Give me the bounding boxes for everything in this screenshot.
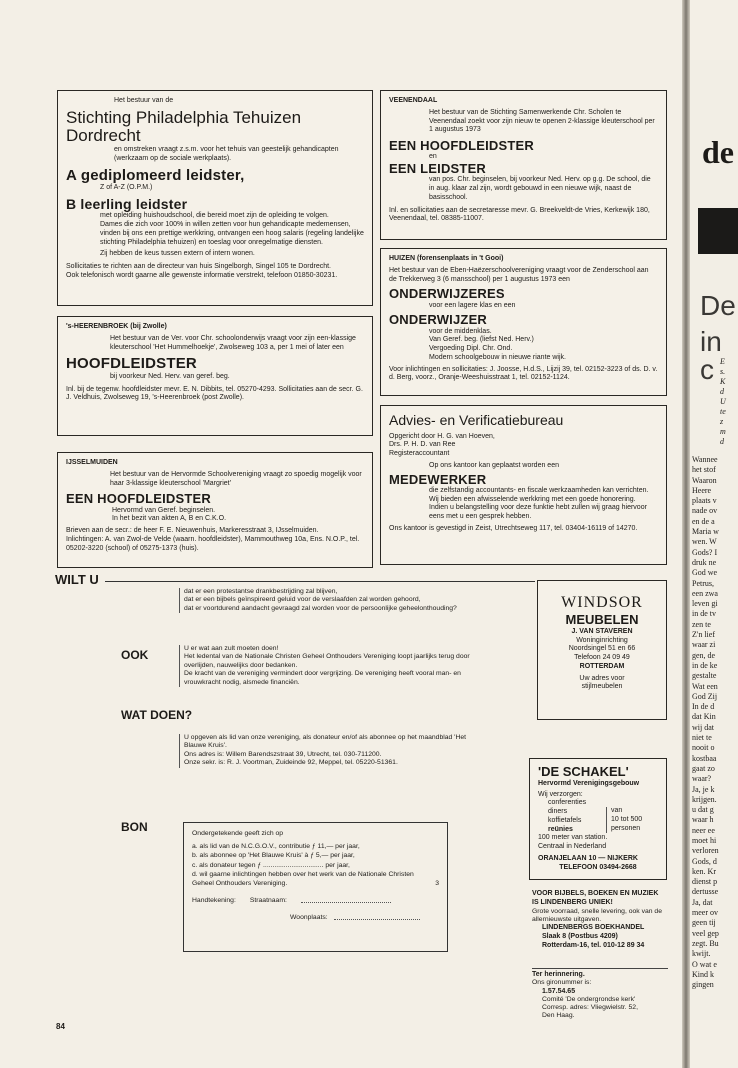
facing-body-line: Heere — [692, 485, 712, 495]
ad-windsor — [537, 580, 667, 720]
ook-text — [179, 645, 479, 687]
facing-body-line: dertusse — [692, 887, 719, 897]
ad-org-name: Stichting Philadelphia Tehuizen Dordrecht — [66, 107, 302, 146]
lindenberg-body: Grote voorraad, snelle levering, ook van de allernieuwste uitgaven. — [532, 907, 662, 923]
facing-body-line: waar h — [692, 815, 714, 825]
facing-body-line: het stof — [692, 465, 716, 475]
ad-line: Registeraccountant — [389, 450, 450, 457]
facing-body-line: en de a — [692, 516, 715, 526]
ad-huizen — [380, 248, 667, 396]
ad-position-b: B leerling leidster — [66, 195, 188, 212]
ad-line: Opgericht door H. G. van Hoeven, — [389, 432, 495, 440]
street-field[interactable] — [301, 896, 391, 903]
ad-sub: Van Geref. beg. (liefst Ned. Herv.) — [429, 336, 534, 344]
facing-body-line: meer ov — [692, 908, 718, 918]
facing-body-line: kwijt. — [692, 949, 711, 959]
watdoen-line: U opgeven als lid van onze vereniging, als donateur en/of als abonnee op het maandblad 'Het Blauwe Kruis'. — [184, 734, 467, 750]
ook-line: De kracht van de vereniging vermindert door vergrijzing. De vereniging heeft vooral man- en vrouwkracht nodig, alsmede financiën. — [184, 670, 461, 686]
coupon-number: 3 — [435, 879, 439, 887]
herinnering-line: Ons gironummer is: — [532, 979, 592, 987]
ad-veenendaal — [380, 90, 667, 240]
windsor-line: stijlmeubelen — [581, 683, 623, 691]
facing-body-line: neer ee — [692, 825, 715, 835]
windsor-line: Woninginrichting — [576, 636, 628, 644]
facing-body-line: gestalte — [692, 671, 717, 681]
ad-title: ONDERWIJZERES — [389, 286, 505, 302]
facing-body-line: waar zi — [692, 640, 716, 650]
watdoen-text — [179, 734, 479, 768]
schakel-item: diners — [548, 808, 568, 816]
wiltu-rule — [105, 581, 535, 582]
ad-title: Advies- en Verificatiebureau — [389, 412, 564, 428]
schakel-phone: TELEFOON 03494-2668 — [559, 863, 637, 871]
schakel-item: koffietafels — [548, 816, 582, 824]
ad-footer: Inl. en sollicitaties aan de secretaresse mevr. G. Breekveldt-de Vries, Kerkewijk 180, Veenendaal, tel. 08385-11007. — [389, 206, 650, 223]
coupon-option-b[interactable]: b. als abonnee op 'Het Blauwe Kruis' à ƒ 5,— per jaar, — [192, 852, 355, 860]
facing-body-line: in de ke — [692, 660, 718, 670]
page-number: 84 — [56, 1022, 65, 1031]
facing-intro-line: te — [720, 407, 726, 416]
ad-footer: Brieven aan de secr.: de heer F. E. Nieuwenhuis, Markeresstraat 3, IJsselmuiden. — [66, 527, 319, 535]
coupon-option-a[interactable]: a. als lid van de N.C.G.O.V., contributie ƒ 11,— per jaar, — [192, 843, 360, 851]
facing-body-line: dienst p — [692, 877, 718, 887]
facing-intro-line: s. — [720, 367, 726, 376]
ad-job-title: MEDEWERKER — [389, 471, 487, 487]
schakel-item: conferenties — [548, 799, 587, 807]
facing-body-line: in de tv — [692, 609, 716, 619]
facing-body-line: Wannee — [692, 455, 718, 464]
ad-sub: van pos. Chr. beginselen, bij voorkeur Ned. Herv. op g.g. De school, die in aug. klaar zal zijn, wordt gebouwd in een nieuwe wijk, naast de basisschool. — [429, 176, 651, 201]
ad-body: die zelfstandig accountants- en fiscale werkzaamheden kan verrichten. — [429, 486, 649, 494]
ad-position-a-sub: Z of A-Z (O.P.M.) — [100, 184, 153, 192]
facing-body-line: Waaron — [692, 475, 717, 485]
windsor-line: Uw adres voor — [579, 674, 625, 682]
ad-en: en — [429, 153, 437, 161]
coupon-heading: Ondergetekende geeft zich op — [192, 830, 284, 837]
facing-body-line: leven gi — [692, 599, 718, 609]
facing-intro-line: K — [720, 377, 726, 386]
coupon[interactable] — [183, 822, 448, 952]
ad-body: met opleiding huishoudschool, die bereid moet zijn de opleiding te volgen. — [100, 212, 329, 220]
ook-line: Het ledental van de Nationale Christen Geheel Onthouders Vereniging loopt jaarlijks terug door overlijden, nauwelijks door bedanken. — [184, 653, 470, 669]
ad-place: 's-HEERENBROEK (bij Zwolle) — [66, 323, 167, 330]
facing-body-line: geen tij — [692, 918, 716, 928]
ad-ncgov — [55, 572, 535, 990]
schakel-sub: Hervormd Verenigingsgebouw — [538, 779, 640, 787]
facing-body-line: O wat e — [692, 959, 717, 969]
herinnering-line: Corresp. adres: Vliegwielstr. 52, — [542, 1004, 638, 1012]
ook-line: U er wat aan zult moeten doen! — [184, 645, 279, 652]
lindenberg-address: Rotterdam-16, tel. 010-12 89 34 — [542, 941, 645, 949]
schakel-range: personen — [611, 824, 641, 832]
ad-lindenberg — [532, 890, 668, 951]
lindenberg-heading: VOOR BIJBELS, BOEKEN EN MUZIEK — [532, 890, 659, 897]
ad-philadelphia — [57, 90, 373, 306]
facing-body-line: In de d — [692, 702, 715, 712]
facing-body-line: gen, de — [692, 650, 716, 660]
facing-intro-line: U — [720, 397, 726, 406]
facing-intro-line: E — [720, 357, 725, 366]
watdoen-heading: WAT DOEN? — [121, 708, 193, 722]
facing-title: De — [700, 290, 736, 321]
facing-headline: de — [702, 134, 734, 170]
watdoen-line: Onze sekr. is: R. J. Voortman, Zuideinde 92, Meppel, tel. 05220-51361. — [184, 759, 398, 767]
city-label: Woonplaats: — [290, 914, 328, 922]
schakel-item: reünies — [548, 825, 573, 833]
lindenberg-address: Slaak 8 (Postbus 4209) — [542, 933, 618, 941]
ad-sub: Vergoeding Dipl. Chr. Ond. — [429, 345, 513, 353]
facing-body-line: waar? — [692, 774, 712, 784]
ad-sub: voor de middenklas. — [429, 327, 492, 335]
watdoen-line: Ons adres is: Willem Barendszstraat 39, Utrecht, tel. 030-711200. — [184, 750, 382, 758]
facing-body-line: wen. W — [692, 537, 717, 547]
facing-intro — [720, 357, 726, 447]
facing-intro-line: z — [720, 417, 724, 426]
facing-body-line: veel gep — [692, 928, 719, 938]
ad-pre: Het bestuur van de — [114, 97, 174, 104]
facing-body-line: moet hi — [692, 835, 717, 845]
city-field[interactable] — [334, 913, 420, 920]
herinnering-giro: 1.57.54.65 — [542, 987, 576, 995]
ad-footer: Ook telefonisch wordt gaarne alle gewenste informatie verstrekt, telefoon 01850-30231. — [66, 271, 338, 279]
ad-place: HUIZEN (forensenplaats in 't Gooi) — [389, 255, 504, 262]
ad-ijsselmuiden — [57, 452, 373, 568]
ad-line: Op ons kantoor kan geplaatst worden een — [429, 461, 559, 469]
facing-body-line: niet te — [692, 733, 712, 743]
windsor-line: Telefoon 24 09 49 — [574, 654, 630, 662]
facing-body-line: plaats v — [692, 496, 717, 506]
herinnering-line: Comité 'De ondergrondse kerk' — [542, 995, 636, 1003]
ad-body: Het bestuur van de Eben-Haëzerschoolvereniging vraagt voor de Zenderschool aan de Trekkerweg 3 (6 mansschool) per 1 augustus 1973 een — [389, 266, 649, 283]
schakel-range: van — [611, 807, 623, 815]
facing-body-line: dat Kin — [692, 712, 716, 722]
ad-title: EEN HOOFDLEIDSTER — [66, 491, 211, 507]
facing-body-line: Ja, dat — [692, 897, 713, 907]
windsor-line: J. VAN STAVEREN — [571, 627, 633, 635]
ad-body: Het bestuur van de Hervormde Schoolvereniging vraagt zo spoedig mogelijk voor haar 3-klassige kleuterschool 'Margriet' — [110, 470, 362, 487]
coupon-option-c[interactable]: c. als donateur tegen ƒ ................................ per jaar, — [192, 861, 350, 869]
ad-schakel — [529, 758, 667, 880]
schakel-title: 'DE SCHAKEL' — [538, 764, 629, 779]
ad-body: Dames die zich voor 100% in willen zetten voor hun gehandicapte medemensen, vinden bij ons een prettige werkkring, ontvangen een hoog salaris (regeling landelijke stichting Philadelphia tehuizen) en toeslag voor onregelmatige diensten. — [100, 221, 364, 246]
ad-sub: bij voorkeur Ned. Herv. van geref. beg. — [110, 372, 230, 380]
facing-body-line: druk ne — [692, 557, 717, 567]
signature-label: Handtekening: — [192, 897, 236, 905]
ad-body: Het bestuur van de Stichting Samenwerkende Chr. Scholen te Veenendaal zoekt voor zijn nieuw te openen 2-klassige kleuterschool per 1 augustus 1973 — [429, 108, 655, 134]
ad-body: Wij bieden een afwisselende werkkring met een goede honorering. — [429, 495, 636, 503]
facing-body-line: Kind k — [692, 969, 714, 979]
ad-title: EEN HOOFDLEIDSTER — [389, 138, 534, 153]
facing-body-line: nooit o — [692, 743, 715, 753]
windsor-line: ROTTERDAM — [579, 662, 625, 670]
facing-body-line: Gods? I — [692, 547, 718, 557]
facing-page — [690, 60, 738, 1020]
facing-intro-line: m — [720, 427, 726, 436]
ad-herinnering — [532, 968, 668, 1020]
facing-body-line: God Zij — [692, 691, 718, 701]
wiltu-line: dat er een protestantse drankbestrijding zal blijven, — [184, 588, 338, 595]
facing-body-line: verloren — [692, 846, 719, 856]
facing-body-line: God we — [692, 568, 718, 578]
schakel-address: ORANJELAAN 10 — NIJKERK — [538, 854, 638, 862]
lindenberg-heading: IS LINDENBERG UNIEK! — [532, 898, 613, 906]
schakel-intro: Wij verzorgen: — [538, 790, 583, 798]
ad-body: Indien u belangstelling voor deze funktie hebt zullen wij graag hiervoor eens met u een gesprek hebben. — [429, 504, 647, 521]
ad-sub: In het bezit van akten A, B en C.K.O. — [112, 515, 227, 523]
ad-sub: Modern schoolgebouw in nieuwe riante wijk. — [429, 353, 566, 361]
wiltu-text — [179, 588, 469, 613]
wiltu-line: dat er een bijbels geïnspireerd geluid voor de verslaafden zal worden gehoord, — [184, 596, 421, 604]
ad-place: VEENENDAAL — [389, 97, 438, 104]
ad-body: Zij hebben de keus tussen extern of intern wonen. — [100, 250, 255, 258]
ad-title: HOOFDLEIDSTER — [66, 355, 197, 373]
windsor-logo: WINDSOR — [561, 594, 643, 611]
facing-body-line: Gods, d — [692, 856, 717, 866]
wiltu-line: dat er voortdurend aandacht gevraagd zal worden voor de persoonlijke geheelonthouding? — [184, 604, 457, 612]
facing-body-line: Petrus, — [692, 578, 714, 588]
ad-line: Drs. P. H. D. van Ree — [389, 441, 456, 449]
ad-footer: Inlichtingen: A. van Zwol-de Velde (waarn. hoofdleidster), Mammouthweg 10a, Ens. N.O.P., tel. 05202-3220 (school) of 05275-1373 (huis). — [66, 535, 360, 552]
ad-sub: Hervormd van Geref. beginselen. — [112, 506, 216, 514]
bon-heading: BON — [121, 820, 148, 834]
facing-body-line: Maria w — [692, 527, 719, 537]
page-gutter — [682, 0, 690, 1068]
ad-footer: Inl. bij de tegenw. hoofdleidster mevr. E. N. Dibbits, tel. 05270-4293. Sollicitaties aan de secr. G. J. Veldhuis, Zwolseweg 19, 's-Heerenbroek (post Zwolle). — [66, 385, 363, 402]
schakel-line: Centraal in Nederland — [538, 843, 607, 851]
facing-black-banner — [698, 208, 738, 254]
facing-body-line: Z'n lief — [692, 630, 715, 640]
windsor-name: MEUBELEN — [565, 612, 639, 627]
ook-heading: OOK — [121, 648, 149, 662]
facing-intro-line: d — [720, 387, 724, 396]
facing-body-line: zegt. Bu — [692, 938, 719, 948]
ad-title: ONDERWIJZER — [389, 312, 488, 328]
lindenberg-name: LINDENBERGS BOEKHANDEL — [542, 924, 645, 932]
facing-body-line: ken. Kr — [692, 866, 716, 876]
ad-advies — [380, 405, 667, 565]
ad-title: EEN LEIDSTER — [389, 161, 487, 177]
wiltu-heading: WILT U — [55, 572, 99, 587]
schakel-line: 100 meter van station. — [538, 834, 608, 842]
facing-body-line: zen te — [692, 619, 711, 629]
coupon-option-d[interactable]: d. wil gaarne inlichtingen hebben over het werk van de Nationale Christen Geheel Onthouders Vereniging. — [192, 870, 414, 887]
facing-body-text — [692, 455, 738, 990]
facing-body-line: wij dat — [692, 722, 714, 732]
facing-body-line: Wat een — [692, 681, 718, 691]
street-label: Straatnaam: — [249, 897, 287, 905]
ad-place: IJSSELMUIDEN — [66, 459, 118, 466]
ad-footer: Sollicitaties te richten aan de directeur van huis Singelborgh, Singel 105 te Dordrecht. — [66, 263, 331, 271]
facing-body-line: gaat zo — [692, 763, 715, 773]
facing-body-line: kostbaa — [692, 753, 717, 763]
ad-position-a: A gediplomeerd leidster, — [66, 166, 245, 184]
facing-body-line: krijgen. — [692, 794, 717, 804]
schakel-range: 10 tot 500 — [611, 816, 643, 824]
windsor-line: Noordsingel 51 en 66 — [568, 645, 636, 653]
facing-body-line: een zwa — [692, 588, 718, 598]
ad-subtitle: en omstreken vraagt z.s.m. voor het tehuis van geestelijk gehandicapten (werkzaam op de sociale werkplaats). — [114, 146, 339, 162]
ad-footer: Ons kantoor is gevestigd in Zeist, Utrechtseweg 117, tel. 03404-16119 of 14270. — [389, 524, 638, 532]
ad-footer: Voor inlichtingen en sollicitaties: J. Joosse, H.d.S., Lijzij 39, tel. 02152-3223 of ds. D. v. d. Berg, voorz., Oranje-Weeshuisstraat 1, tel. 02152-1124. — [389, 365, 658, 382]
ad-body: Het bestuur van de Ver. voor Chr. schoolonderwijs vraagt voor zijn een-klassige kleuterschool 'Het Hummelhoekje', Zwolseweg 103 a, per 1 mei of later een — [110, 334, 356, 351]
ad-sub: voor een lagere klas en een — [429, 301, 516, 309]
facing-title: in c — [700, 326, 722, 385]
facing-body-line: gingen — [692, 980, 714, 990]
herinnering-heading: Ter herinnering. — [532, 971, 585, 978]
herinnering-line: Den Haag. — [542, 1012, 575, 1020]
facing-body-line: Ja, je k — [692, 784, 715, 794]
facing-body-line: u dat g — [692, 805, 714, 815]
ad-heerenbroek — [57, 316, 373, 436]
facing-body-line: nade ov — [692, 506, 718, 516]
facing-intro-line: d — [720, 437, 724, 446]
